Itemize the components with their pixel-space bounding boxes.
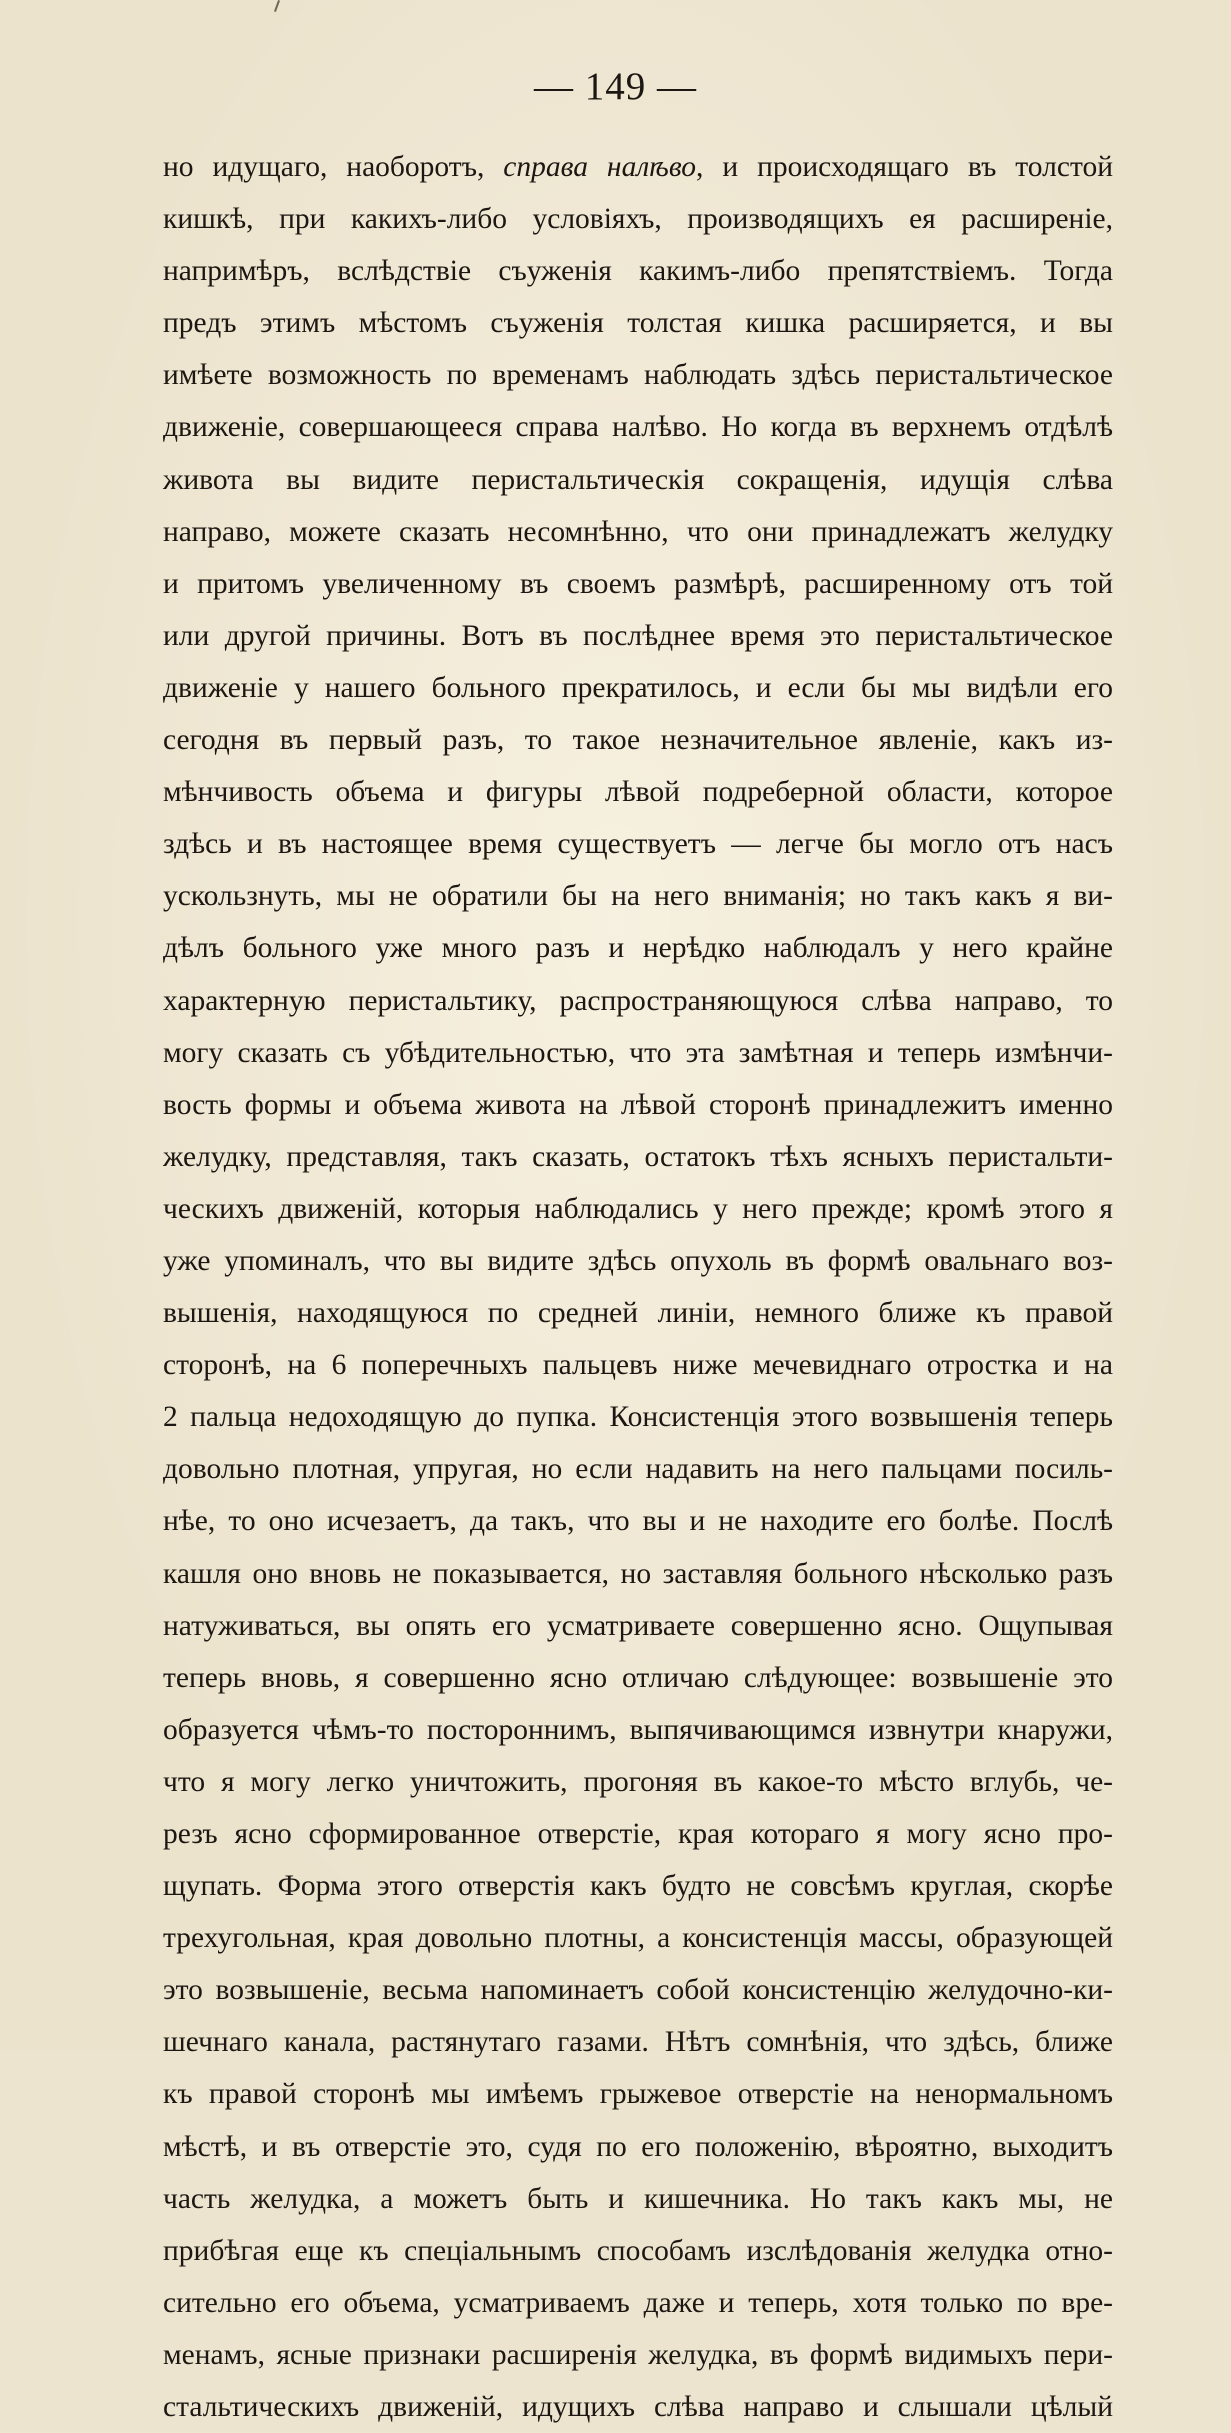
text-line: и притомъ увеличенному въ своемъ размѣрѣ, расширенному отъ той [163, 567, 1113, 600]
text-line: или другой причины. Вотъ въ послѣднее время это перистальтическое [163, 619, 1113, 652]
text-line: движеніе, совершающееся справа налѣво. Но когда въ верхнемъ отдѣлѣ [163, 411, 1113, 444]
text-line: напримѣръ, вслѣдствіе съуженія какимъ-либо препятствіемъ. Тогда [163, 255, 1113, 288]
text-line: сительно его объема, усматриваемъ даже и теперь, хотя только по вре- [163, 2286, 1113, 2319]
text-line: это возвышеніе, весьма напоминаетъ собой консистенцію желудочно-ки- [163, 1974, 1113, 2007]
text-line: вость формы и объема живота на лѣвой сторонѣ принадлежитъ именно [163, 1088, 1113, 1121]
page-number: — 149 — [534, 65, 697, 108]
ink-mark [274, 0, 280, 12]
text-line: шечнаго канала, растянутаго газами. Нѣтъ сомнѣнія, что здѣсь, ближе [163, 2026, 1113, 2059]
body-text [163, 141, 1113, 2433]
text-line: направо, можете сказать несомнѣнно, что они принадлежатъ желудку [163, 515, 1113, 548]
text-line: довольно плотная, упругая, но если надавить на него пальцами посиль- [163, 1453, 1113, 1486]
text-line: желудку, представляя, такъ сказать, остатокъ тѣхъ ясныхъ перистальти- [163, 1140, 1113, 1173]
text-line: 2 пальца недоходящую до пупка. Консистенція этого возвышенія теперь [163, 1401, 1113, 1434]
text-line: образуется чѣмъ-то постороннимъ, выпячивающимся извнутри кнаружи, [163, 1713, 1113, 1746]
text-line: кишкѣ, при какихъ-либо условіяхъ, производящихъ ея расширеніе, [163, 203, 1113, 236]
text-line: нѣе, то оно исчезаетъ, да такъ, что вы и не находите его болѣе. Послѣ [163, 1505, 1113, 1538]
text-line: менамъ, ясные признаки расширенія желудка, въ формѣ видимыхъ пери- [163, 2338, 1113, 2371]
text-line: прибѣгая еще къ спеціальнымъ способамъ изслѣдованія желудка отно- [163, 2234, 1113, 2267]
text-line: теперь вновь, я совершенно ясно отличаю слѣдующее: возвышеніе это [163, 1661, 1113, 1694]
text-line: уже упоминалъ, что вы видите здѣсь опухоль въ формѣ овальнаго воз- [163, 1244, 1113, 1277]
text-line: дѣлъ больного уже много разъ и нерѣдко наблюдалъ у него крайне [163, 932, 1113, 965]
text-line: предъ этимъ мѣстомъ съуженія толстая кишка расширяется, и вы [163, 307, 1113, 340]
text-line: живота вы видите перистальтическія сокращенія, идущія слѣва [163, 463, 1113, 496]
text-line: движеніе у нашего больного прекратилось, и если бы мы видѣли его [163, 671, 1113, 704]
text-line: резъ ясно сформированное отверстіе, края котораго я могу ясно про- [163, 1818, 1113, 1850]
text-line: трехугольная, края довольно плотны, а консистенція массы, образующей [163, 1922, 1113, 1955]
text-line: ускользнуть, мы не обратили бы на него вниманія; но такъ какъ я ви- [163, 880, 1113, 913]
text-line: что я могу легко уничтожить, прогоняя въ какое-то мѣсто вглубь, че- [163, 1765, 1113, 1798]
text-line: но идущаго, наоборотъ, справа налѣво, и происходящаго въ толстой [163, 151, 1113, 183]
text-line: здѣсь и въ настоящее время существуетъ — легче бы могло отъ насъ [163, 828, 1113, 861]
text-line: кашля оно вновь не показывается, но заставляя больного нѣсколько разъ [163, 1557, 1113, 1590]
text-line: натуживаться, вы опять его усматриваете совершенно ясно. Ощупывая [163, 1609, 1113, 1642]
text-line: стальтическихъ движеній, идущихъ слѣва направо и слышали цѣлый [163, 2391, 1113, 2424]
text-line: ческихъ движеній, которыя наблюдались у него прежде; кромѣ этого я [163, 1192, 1113, 1225]
text-line: могу сказать съ убѣдительностью, что эта замѣтная и теперь измѣнчи- [163, 1036, 1113, 1069]
text-line: часть желудка, а можетъ быть и кишечника. Но такъ какъ мы, не [163, 2182, 1113, 2215]
text-line: характерную перистальтику, распространяющуюся слѣва направо, то [163, 984, 1113, 1017]
text-line: мѣстѣ, и въ отверстіе это, судя по его положенію, вѣроятно, выходитъ [163, 2130, 1113, 2163]
text-line: сегодня въ первый разъ, то такое незначительное явленіе, какъ из- [163, 724, 1113, 757]
text-line: имѣете возможность по временамъ наблюдать здѣсь перистальтическое [163, 359, 1113, 392]
text-line: сторонѣ, на 6 поперечныхъ пальцевъ ниже мечевиднаго отростка и на [163, 1349, 1113, 1382]
text-line: вышенія, находящуюся по средней линіи, немного ближе къ правой [163, 1297, 1113, 1330]
text-line: мѣнчивость объема и фигуры лѣвой подреберной области, которое [163, 776, 1113, 809]
text-line: щупать. Форма этого отверстія какъ будто не совсѣмъ круглая, скорѣе [163, 1870, 1113, 1903]
text-line: къ правой сторонѣ мы имѣемъ грыжевое отверстіе на ненормальномъ [163, 2078, 1113, 2111]
